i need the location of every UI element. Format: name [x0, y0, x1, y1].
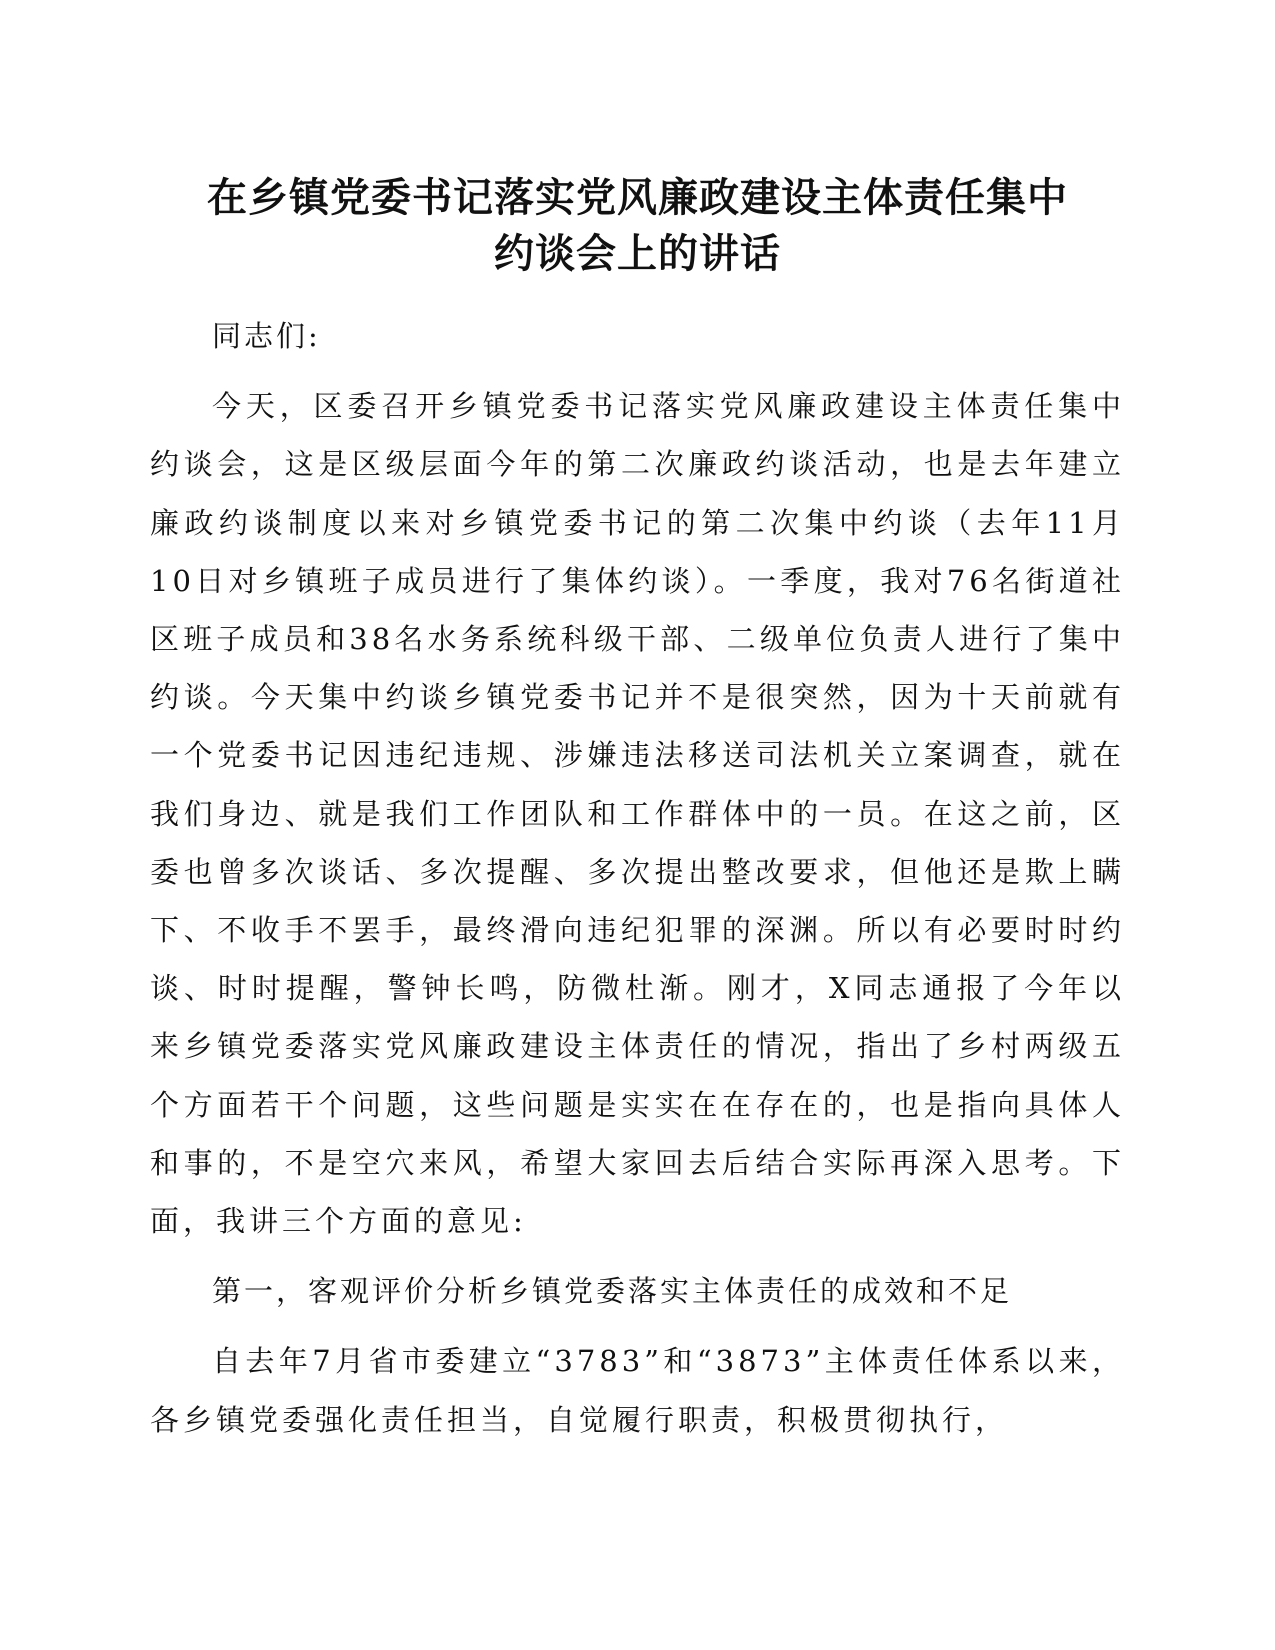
paragraph-intro: 今天，区委召开乡镇党委书记落实党风廉政建设主体责任集中约谈会，这是区级层面今年的第二次廉政约谈活动，也是去年建立廉政约谈制度以来对乡镇党委书记的第二次集中约谈（去年11月10日对乡镇班子成员进行了集体约谈）。一季度，我对76名街道社区班子成员和38名水务系统科级干部、二级单位负责人进行了集中约谈。今天集中约谈乡镇党委书记并不是很突然，因为十天前就有一个党委书记因违纪违规、涉嫌违法移送司法机关立案调查，就在我们身边、就是我们工作团队和工作群体中的一员。在这之前，区委也曾多次谈话、多次提醒、多次提出整改要求，但他还是欺上瞒下、不收手不罢手，最终滑向违纪犯罪的深渊。所以有必要时时约谈、时时提醒，警钟长鸣，防微杜渐。刚才，X同志通报了今年以来乡镇党委落实党风廉政建设主体责任的情况，指出了乡村两级五个方面若干个问题，这些问题是实实在在存在的，也是指向具体人和事的，不是空穴来风，希望大家回去后结合实际再深入思考。下面，我讲三个方面的意见:	[150, 389, 1125, 1239]
title-line-1: 在乡镇党委书记落实党风廉政建设主体责任集中	[207, 175, 1068, 221]
paragraph-section-1: 自去年7月省市委建立“3783”和“3873”主体责任体系以来，各乡镇党委强化责任担当，自觉履行职责，积极贯彻执行，	[150, 1344, 1125, 1437]
section-heading-1: 第一，客观评价分析乡镇党委落实主体责任的成效和不足	[212, 1274, 1013, 1309]
document-body	[150, 307, 1125, 1461]
document-title	[150, 170, 1125, 282]
title-line-2: 约谈会上的讲话	[494, 231, 781, 277]
salutation: 同志们:	[212, 319, 321, 353]
